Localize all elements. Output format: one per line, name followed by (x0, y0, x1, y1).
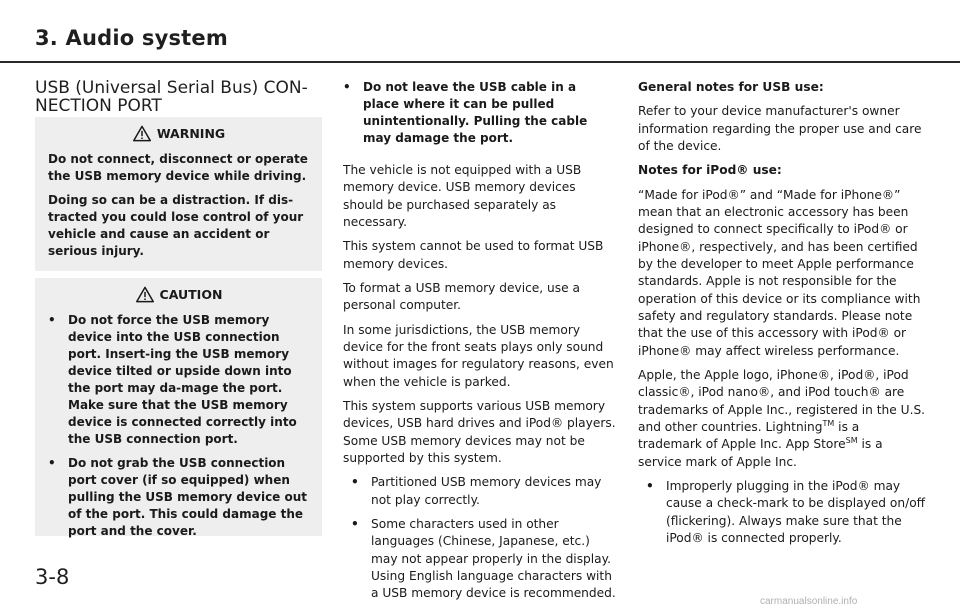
bullet-dot: • (351, 516, 359, 531)
ipod-notes (638, 79, 926, 554)
bullet-dot: • (351, 475, 359, 490)
caution-item: • Do not leave the USB cable in a place where it can be pulled unintentionally. Pulling the cable may damage the port. (343, 79, 616, 147)
subheading: General notes for USB use: (638, 80, 824, 94)
list-item: • Improperly plugging in the iPod® may cause a check-mark to be displayed on/off (flickering). Always make sure that the iPod® is connected properly. (646, 478, 926, 547)
paragraph: “Made for iPod®” and “Made for iPhone®” mean that an electronic accessory has been designed to connect specifically to iPod® or iPhone®, respectively, and has been certified by the developer to meet Apple performance standards. Apple is not responsible for the operation of this device or its compliance with safety and regulatory standards. Please note that the use of this accessory with iPod® or iPhone® may affect wireless performance. (638, 187, 921, 358)
caution-box (35, 278, 322, 539)
caution-item: • Do not force the USB memory device into the USB connection port. Insert-ing the USB memory device tilted or upside down into the port may da-mage the port. Make sure that the USB memory device is connected correctly into the USB connection port. (48, 312, 310, 448)
warning-label: WARNING (156, 126, 226, 141)
trademark-paragraph: Apple, the Apple logo, iPhone®, iPod®, iPod classic®, iPod nano®, and iPod touch® are trademarks of Apple Inc., registered in the U.S. and other countries. Lightning™ is a trademark of Apple Inc. App Store℠ is a service mark of Apple Inc. (638, 367, 926, 469)
bullet-dot: • (48, 456, 56, 470)
paragraph: To format a USB memory device, use a personal computer. (343, 280, 580, 313)
bullet-dot: • (48, 312, 56, 327)
bullet-dot: • (343, 80, 351, 94)
caution-triangle-icon (136, 286, 154, 303)
warning-text-1: Do not connect, disconnect or operate the USB memory device while driving. (48, 151, 308, 183)
section-title: USB (Universal Serial Bus) CON-NECTION PORT (35, 78, 308, 117)
warning-text-2: Doing so can be a distraction. If dis-tracted you could lose control of your vehicle and cause an accident or serious injury. (48, 192, 304, 258)
list-item: • Partitioned USB memory devices may not play correctly. (351, 474, 616, 509)
warning-triangle-icon (133, 125, 151, 142)
watermark: carmanualsonline.info (760, 596, 858, 607)
caution-continued (343, 79, 616, 154)
header-rule (0, 61, 960, 63)
usb-notes (343, 162, 616, 610)
page-number: 3-8 (35, 565, 70, 589)
subheading: Notes for iPod® use: (638, 163, 782, 178)
warning-header (48, 125, 310, 143)
bullet-dot: • (646, 478, 654, 493)
caution-item: • Do not grab the USB connection port cover (if so equipped) when pulling the USB memory device out of the port. This could damage the port and the cover. (48, 455, 310, 540)
caution-header (48, 286, 310, 304)
paragraph: Refer to your device manufacturer's owner information regarding the proper use and care of the device. (638, 104, 922, 153)
chapter-title: 3. Audio system (35, 26, 228, 50)
warning-box (35, 117, 322, 271)
paragraph: This system supports various USB memory devices, USB hard drives and iPod® players. Some USB memory devices may not be supported by this system. (343, 398, 616, 465)
paragraph: In some jurisdictions, the USB memory device for the front seats plays only sound without images for regulatory reasons, even when the vehicle is parked. (343, 322, 614, 389)
paragraph: This system cannot be used to format USB memory devices. (343, 239, 604, 271)
paragraph: The vehicle is not equipped with a USB memory device. USB memory devices should be purchased separately as necessary. (343, 163, 582, 229)
caution-label: CAUTION (159, 287, 223, 302)
list-item: • Some characters used in other languages (Chinese, Japanese, etc.) may not appear properly in the display. Using English language characters with a USB memory device is recommended. (351, 516, 616, 603)
